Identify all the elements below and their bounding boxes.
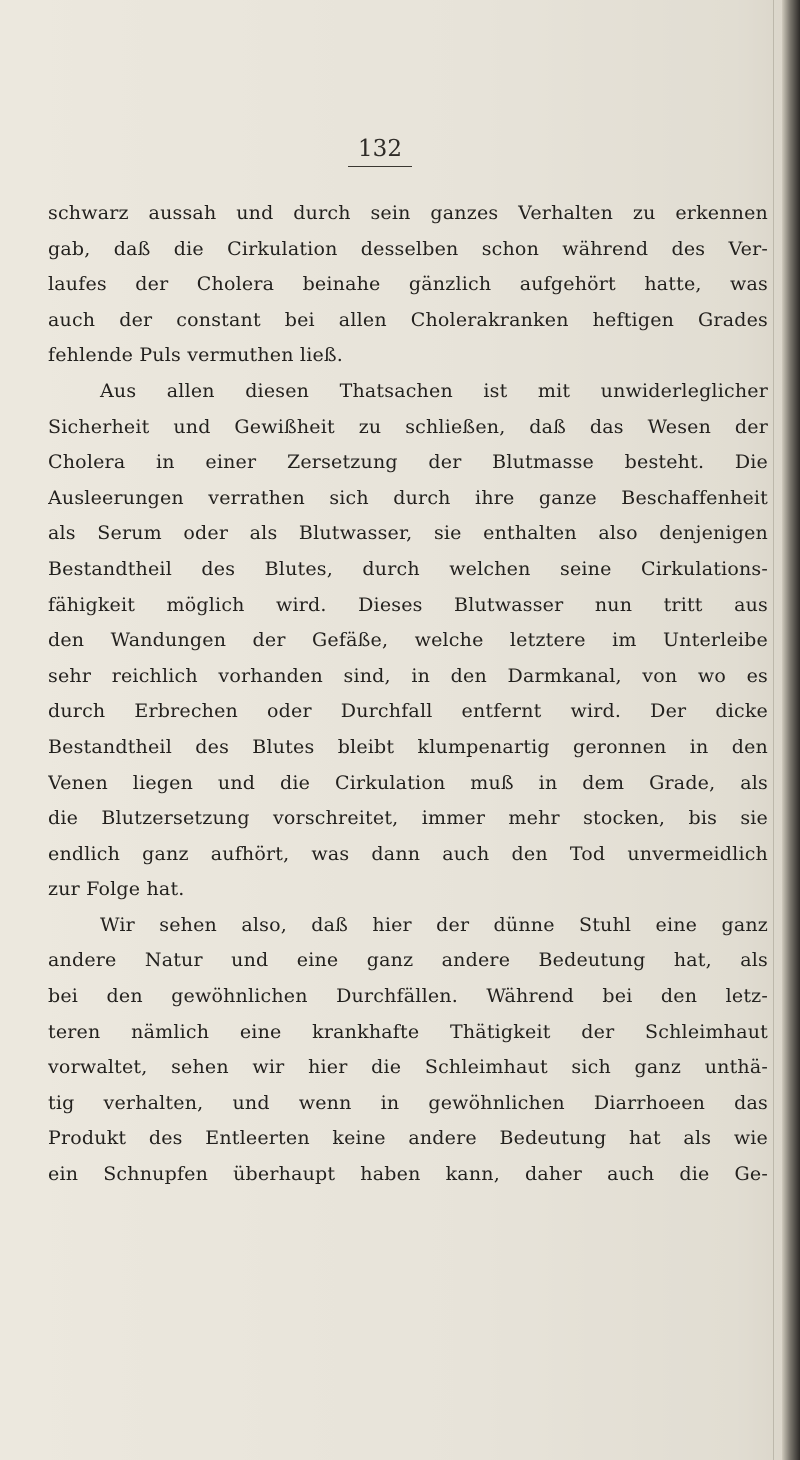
text-line: Cholera in einer Zersetzung der Blutmasse besteht. Die (48, 451, 768, 474)
text-line: Bestandtheil des Blutes, durch welchen seine Cirkulations- (48, 557, 768, 580)
text-line: bei den gewöhnlichen Durchfällen. Während bei den letz- (48, 985, 768, 1008)
text-line: Sicherheit und Gewißheit zu schließen, daß das Wesen der (48, 415, 768, 438)
text-line: Produkt des Entleerten keine andere Bedeutung hat als wie (48, 1127, 768, 1150)
text-line: gab, daß die Cirkulation desselben schon während des Ver- (48, 237, 768, 260)
text-line: fähigkeit möglich wird. Dieses Blutwasser nun tritt aus (48, 593, 768, 616)
text-line: Bestandtheil des Blutes bleibt klumpenartig geronnen in den (48, 735, 768, 758)
text-line: Aus allen diesen Thatsachen ist mit unwiderleglicher (100, 379, 768, 402)
text-line: endlich ganz aufhört, was dann auch den Tod unvermeidlich (48, 842, 768, 865)
page-header (0, 136, 760, 167)
text-line: Wir sehen also, daß hier der dünne Stuhl eine ganz (100, 913, 768, 936)
text-line: Venen liegen und die Cirkulation muß in dem Grade, als (48, 771, 768, 794)
text-line: tig verhalten, und wenn in gewöhnlichen Diarrhoeen das (48, 1091, 768, 1114)
text-line: teren nämlich eine krankhafte Thätigkeit der Schleimhaut (48, 1020, 768, 1043)
text-line: den Wandungen der Gefäße, welche letztere im Unterleibe (48, 629, 768, 652)
text-line: die Blutzersetzung vorschreitet, immer mehr stocken, bis sie (48, 807, 768, 830)
text-line: ein Schnupfen überhaupt haben kann, daher auch die Ge- (48, 1163, 768, 1186)
text-line: als Serum oder als Blutwasser, sie enthalten also denjenigen (48, 522, 768, 545)
text-line: sehr reichlich vorhanden sind, in den Darmkanal, von wo es (48, 664, 768, 687)
text-line: vorwaltet, sehen wir hier die Schleimhaut sich ganz unthä- (48, 1056, 768, 1079)
text-line: laufes der Cholera beinahe gänzlich aufgehört hatte, was (48, 273, 768, 296)
book-gutter-shadow (782, 0, 800, 1460)
text-line: fehlende Puls vermuthen ließ. (48, 344, 344, 367)
body-text (48, 196, 768, 1193)
text-line: Ausleerungen verrathen sich durch ihre ganze Beschaffenheit (48, 486, 768, 509)
text-line: andere Natur und eine ganz andere Bedeutung hat, als (48, 949, 768, 972)
text-line: durch Erbrechen oder Durchfall entfernt wird. Der dicke (48, 700, 768, 723)
page-number: 132 (348, 136, 412, 167)
page-edge-line (773, 0, 774, 1460)
text-line: auch der constant bei allen Cholerakranken heftigen Grades (48, 308, 768, 331)
text-line: zur Folge hat. (48, 878, 185, 901)
text-line: schwarz aussah und durch sein ganzes Verhalten zu erkennen (48, 202, 768, 224)
